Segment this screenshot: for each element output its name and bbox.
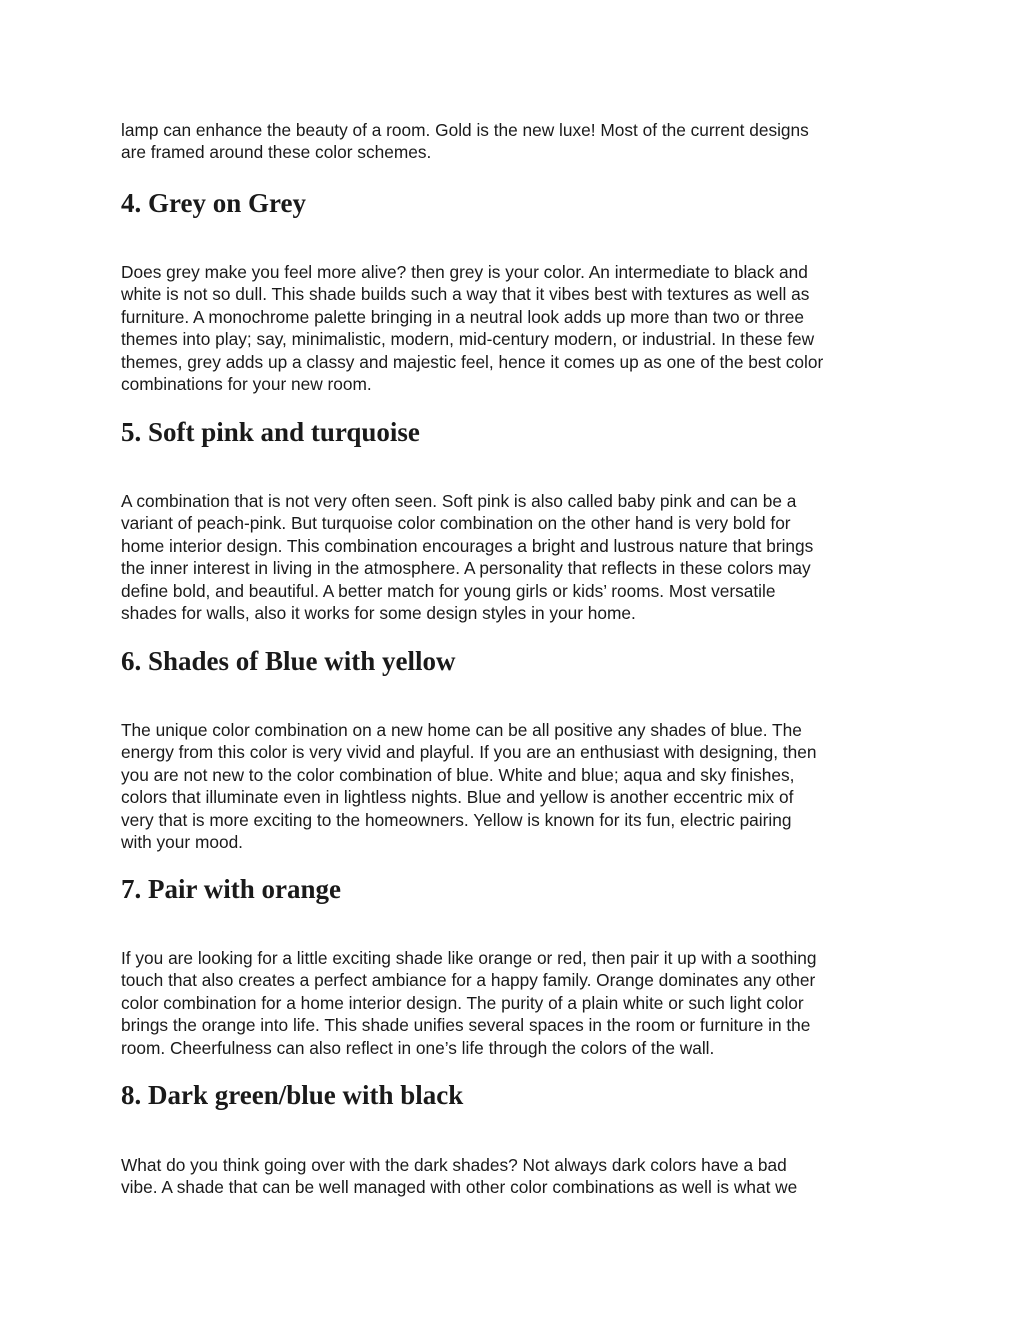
text-line: lamp can enhance the beauty of a room. Gold is the new luxe! Most of the current designs: [121, 120, 809, 140]
text-line: Does grey make you feel more alive? then grey is your color. An intermediate to black and: [121, 262, 808, 282]
text-line: combinations for your new room.: [121, 374, 372, 395]
text-line: you are not new to the color combination of blue. White and blue; aqua and sky finishes,: [121, 764, 795, 785]
section-heading-pair-with-orange: 7. Pair with orange: [121, 874, 341, 904]
text-line: If you are looking for a little exciting shade like orange or red, then pair it up with a soothing: [121, 948, 817, 968]
text-line: shades for walls, also it works for some design styles in your home.: [121, 603, 636, 624]
text-line: brings the orange into life. This shade unifies several spaces in the room or furniture in the: [121, 1015, 811, 1036]
text-line: touch that also creates a perfect ambiance for a happy family. Orange dominates any other: [121, 970, 816, 991]
section-paragraph-dark-green-blue-black: [121, 1154, 911, 1199]
text-line: white is not so dull. This shade builds such a way that it vibes best with textures as well as: [121, 284, 810, 305]
text-line: themes, grey adds up a classy and majestic feel, hence it comes up as one of the best color: [121, 351, 824, 372]
text-line: room. Cheerfulness can also reflect in one’s life through the colors of the wall.: [121, 1037, 715, 1058]
section-heading-grey-on-grey: 4. Grey on Grey: [121, 188, 306, 218]
text-line: vibe. A shade that can be well managed with other color combinations as well is what we: [121, 1177, 798, 1198]
text-line: with your mood.: [121, 832, 243, 853]
text-line: define bold, and beautiful. A better match for young girls or kids’ rooms. Most versatile: [121, 580, 776, 601]
section-heading-dark-green-blue-black: 8. Dark green/blue with black: [121, 1080, 464, 1110]
text-line: themes into play; say, minimalistic, modern, mid-century modern, or industrial. In these few: [121, 329, 815, 350]
text-line: the inner interest in living in the atmosphere. A personality that reflects in these colors may: [121, 558, 811, 579]
intro-paragraph: [121, 119, 911, 164]
text-line: What do you think going over with the dark shades? Not always dark colors have a bad: [121, 1155, 787, 1175]
text-line: furniture. A monochrome palette bringing in a neutral look adds up more than two or three: [121, 306, 805, 327]
section-paragraph-pair-with-orange: [121, 947, 911, 1059]
text-line: The unique color combination on a new home can be all positive any shades of blue. The: [121, 720, 802, 740]
text-line: home interior design. This combination encourages a bright and lustrous nature that brings: [121, 535, 814, 556]
text-line: very that is more exciting to the homeowners. Yellow is known for its fun, electric pairing: [121, 809, 792, 830]
text-line: A combination that is not very often seen. Soft pink is also called baby pink and can be a: [121, 491, 797, 511]
section-heading-blue-yellow: 6. Shades of Blue with yellow: [121, 646, 456, 676]
text-line: variant of peach-pink. But turquoise color combination on the other hand is very bold for: [121, 513, 791, 534]
text-line: colors that illuminate even in lightless nights. Blue and yellow is another eccentric mix of: [121, 787, 794, 808]
section-heading-soft-pink-turquoise: 5. Soft pink and turquoise: [121, 417, 420, 447]
text-line: energy from this color is very vivid and playful. If you are an enthusiast with designing, then: [121, 742, 817, 763]
section-paragraph-blue-yellow: [121, 719, 911, 853]
section-paragraph-grey-on-grey: [121, 261, 911, 395]
text-line: color combination for a home interior design. The purity of a plain white or such light color: [121, 992, 804, 1013]
text-line: are framed around these color schemes.: [121, 142, 432, 163]
section-paragraph-soft-pink-turquoise: [121, 490, 911, 624]
